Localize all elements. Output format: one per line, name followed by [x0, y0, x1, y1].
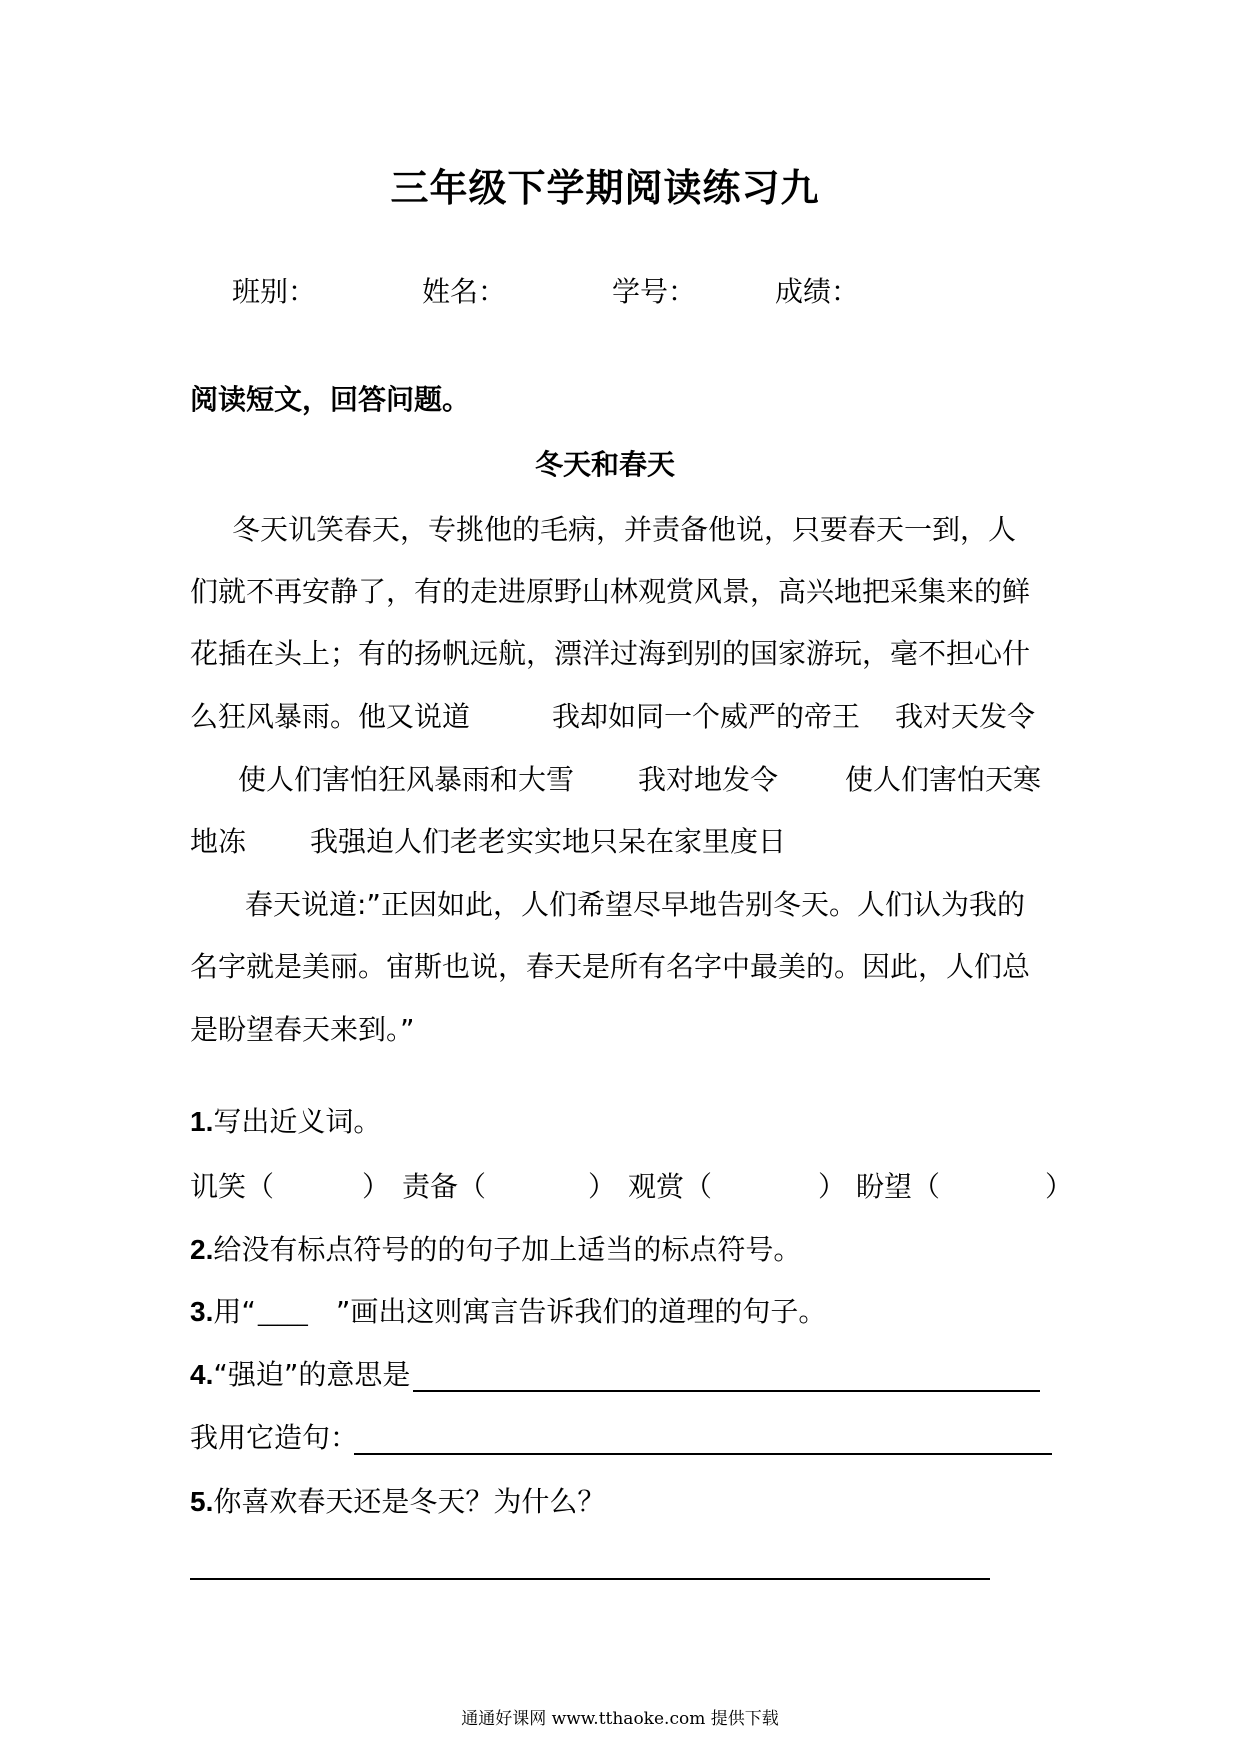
question-5: [190, 1480, 605, 1520]
passage-line: 我对天发令: [895, 700, 1036, 733]
answer-line[interactable]: [413, 1390, 1040, 1392]
synonym-label-3: 观赏（: [628, 1170, 713, 1203]
question-text: 给没有标点符号的的句子加上适当的标点符号。: [213, 1233, 802, 1266]
passage-line: 使人们害怕天寒: [845, 763, 1042, 796]
question-text: ”画出这则寓言告诉我们的道理的句子。: [335, 1295, 827, 1328]
instruction: 阅读短文，回答问题。: [190, 383, 471, 416]
question-text: “强迫”的意思是: [213, 1358, 411, 1391]
question-number: 5.: [190, 1486, 214, 1517]
answer-line[interactable]: [190, 1578, 990, 1580]
synonym-close-1: ）: [362, 1170, 391, 1203]
question-3: [190, 1290, 826, 1330]
student-number-label: 学号：: [612, 275, 697, 308]
synonym-label-2: 责备（: [402, 1170, 487, 1203]
passage-line: 我却如同一个威严的帝王: [552, 700, 861, 733]
passage-line: 我强迫人们老老实实地只呆在家里度日: [310, 825, 787, 858]
score-label: 成绩：: [775, 275, 860, 308]
synonym-label-1: 讥笑（: [190, 1170, 275, 1203]
class-label: 班别：: [232, 275, 317, 308]
question-text: 用“: [213, 1295, 256, 1328]
synonym-label-4: 盼望（: [856, 1170, 941, 1203]
passage-line: 么狂风暴雨。他又说道: [190, 700, 471, 733]
passage-line: 春天说道:”正因如此，人们希望尽早地告别冬天。人们认为我的: [245, 888, 1025, 921]
passage-line: 们就不再安静了，有的走进原野山林观赏风景，高兴地把采集来的鲜: [190, 575, 1031, 608]
question-number: 4.: [190, 1359, 214, 1390]
passage-line: 我对地发令: [638, 763, 779, 796]
question-text: 写出近义词。: [213, 1105, 382, 1138]
question-4: [190, 1353, 410, 1393]
synonym-close-2: ）: [588, 1170, 617, 1203]
footer-credit: 通通好课网 www.tthaoke.com 提供下载: [461, 1709, 779, 1729]
passage-line: 冬天讥笑春天，专挑他的毛病，并责备他说，只要春天一到，人: [232, 513, 1017, 546]
passage-line: 名字就是美丽。宙斯也说，春天是所有名字中最美的。因此，人们总: [190, 950, 1031, 983]
page-title: 三年级下学期阅读练习九: [390, 166, 820, 210]
passage-line: 是盼望春天来到。”: [190, 1013, 415, 1046]
passage-line: 地冻: [190, 825, 247, 858]
question-number: 2.: [190, 1234, 214, 1265]
passage-line: 使人们害怕狂风暴雨和大雪: [238, 763, 575, 796]
passage-title: 冬天和春天: [534, 448, 675, 481]
name-label: 姓名：: [422, 275, 507, 308]
passage-line: 花插在头上；有的扬帆远航，漂洋过海到别的国家游玩，毫不担心什: [190, 637, 1031, 670]
question-number: 1.: [190, 1106, 214, 1137]
question-number: 3.: [190, 1296, 214, 1327]
question-2: [190, 1228, 801, 1268]
answer-line[interactable]: [354, 1453, 1052, 1455]
synonym-close-4: ）: [1045, 1170, 1074, 1203]
question-text: 你喜欢春天还是冬天？为什么？: [213, 1485, 606, 1518]
underline-sample: _____: [257, 1302, 308, 1326]
synonym-close-3: ）: [818, 1170, 847, 1203]
sentence-prompt: 我用它造句：: [190, 1421, 359, 1454]
question-1: [190, 1100, 381, 1140]
